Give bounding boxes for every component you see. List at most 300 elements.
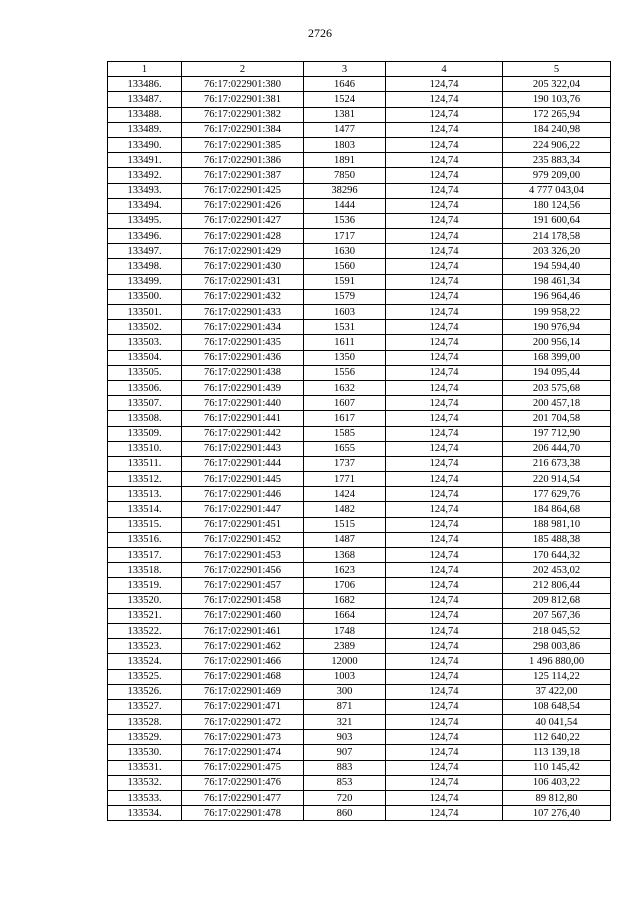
table-row [108, 77, 611, 92]
table-cell: 124,74 [386, 274, 503, 289]
table-cell: 124,74 [386, 92, 503, 107]
table-cell: 76:17:022901:471 [182, 699, 304, 714]
table-cell: 124,74 [386, 229, 503, 244]
table-cell: 1536 [304, 213, 386, 228]
table-cell: 194 594,40 [503, 259, 611, 274]
table-cell: 40 041,54 [503, 715, 611, 730]
table-cell: 133506. [108, 380, 182, 395]
table-cell: 1381 [304, 107, 386, 122]
table-cell: 133489. [108, 122, 182, 137]
table-row [108, 183, 611, 198]
table-row [108, 669, 611, 684]
table-cell: 124,74 [386, 532, 503, 547]
table-cell: 177 629,76 [503, 487, 611, 502]
table-cell: 124,74 [386, 365, 503, 380]
table-cell: 124,74 [386, 806, 503, 821]
table-cell: 321 [304, 715, 386, 730]
table-cell: 1585 [304, 426, 386, 441]
table-cell: 170 644,32 [503, 548, 611, 563]
table-row [108, 775, 611, 790]
table-cell: 124,74 [386, 396, 503, 411]
table-row [108, 456, 611, 471]
table-cell: 1556 [304, 365, 386, 380]
table-cell: 133504. [108, 350, 182, 365]
table-cell: 133524. [108, 654, 182, 669]
table-cell: 76:17:022901:433 [182, 305, 304, 320]
table-cell: 112 640,22 [503, 730, 611, 745]
table-cell: 133497. [108, 244, 182, 259]
table-cell: 124,74 [386, 502, 503, 517]
table-cell: 133503. [108, 335, 182, 350]
table-cell: 76:17:022901:387 [182, 168, 304, 183]
table-row [108, 608, 611, 623]
table-cell: 235 883,34 [503, 153, 611, 168]
table-cell: 124,74 [386, 320, 503, 335]
table-row [108, 654, 611, 669]
table-cell: 76:17:022901:458 [182, 593, 304, 608]
table-cell: 218 045,52 [503, 623, 611, 638]
table-row [108, 305, 611, 320]
table-cell: 76:17:022901:453 [182, 548, 304, 563]
table-cell: 1655 [304, 441, 386, 456]
table-cell: 1803 [304, 137, 386, 152]
table-row [108, 229, 611, 244]
table-cell: 196 964,46 [503, 289, 611, 304]
table-row [108, 639, 611, 654]
table-row [108, 365, 611, 380]
table-cell: 1617 [304, 411, 386, 426]
table-cell: 133511. [108, 456, 182, 471]
table-cell: 124,74 [386, 183, 503, 198]
table-cell: 198 461,34 [503, 274, 611, 289]
table-cell: 76:17:022901:456 [182, 563, 304, 578]
table-row [108, 791, 611, 806]
table-cell: 212 806,44 [503, 578, 611, 593]
table-cell: 133494. [108, 198, 182, 213]
table-cell: 133520. [108, 593, 182, 608]
table-cell: 38296 [304, 183, 386, 198]
table-cell: 76:17:022901:435 [182, 335, 304, 350]
table-cell: 124,74 [386, 578, 503, 593]
table-cell: 903 [304, 730, 386, 745]
table-cell: 133490. [108, 137, 182, 152]
table-cell: 124,74 [386, 730, 503, 745]
table-cell: 124,74 [386, 77, 503, 92]
table-cell: 124,74 [386, 699, 503, 714]
table-row [108, 517, 611, 532]
table-row [108, 350, 611, 365]
table-cell: 76:17:022901:426 [182, 198, 304, 213]
table-cell: 1682 [304, 593, 386, 608]
table-cell: 37 422,00 [503, 684, 611, 699]
table-cell: 124,74 [386, 775, 503, 790]
table-cell: 124,74 [386, 456, 503, 471]
table-cell: 12000 [304, 654, 386, 669]
table-cell: 133532. [108, 775, 182, 790]
table-row [108, 137, 611, 152]
table-cell: 133505. [108, 365, 182, 380]
table-cell: 124,74 [386, 426, 503, 441]
table-cell: 124,74 [386, 380, 503, 395]
table-cell: 133495. [108, 213, 182, 228]
table-cell: 133509. [108, 426, 182, 441]
table-cell: 1487 [304, 532, 386, 547]
table-cell: 124,74 [386, 244, 503, 259]
table-cell: 1891 [304, 153, 386, 168]
table-cell: 133531. [108, 760, 182, 775]
table-row [108, 730, 611, 745]
table-cell: 216 673,38 [503, 456, 611, 471]
table-cell: 124,74 [386, 289, 503, 304]
column-header: 1 [108, 62, 182, 77]
table-cell: 200 457,18 [503, 396, 611, 411]
table-cell: 133522. [108, 623, 182, 638]
table-cell: 133513. [108, 487, 182, 502]
table-cell: 133527. [108, 699, 182, 714]
table-cell: 194 095,44 [503, 365, 611, 380]
table-cell: 2389 [304, 639, 386, 654]
table-cell: 124,74 [386, 745, 503, 760]
table-cell: 1524 [304, 92, 386, 107]
table-cell: 124,74 [386, 639, 503, 654]
table-cell: 298 003,86 [503, 639, 611, 654]
table-cell: 76:17:022901:441 [182, 411, 304, 426]
table-row [108, 335, 611, 350]
table-cell: 76:17:022901:469 [182, 684, 304, 699]
table-cell: 180 124,56 [503, 198, 611, 213]
table-cell: 133517. [108, 548, 182, 563]
table-cell: 185 488,38 [503, 532, 611, 547]
table-cell: 1368 [304, 548, 386, 563]
table-row [108, 289, 611, 304]
table-cell: 124,74 [386, 623, 503, 638]
table-row [108, 760, 611, 775]
data-table [107, 61, 611, 821]
table-cell: 1 496 880,00 [503, 654, 611, 669]
table-cell: 203 326,20 [503, 244, 611, 259]
table-cell: 124,74 [386, 669, 503, 684]
table-cell: 76:17:022901:445 [182, 472, 304, 487]
table-cell: 1771 [304, 472, 386, 487]
table-row [108, 578, 611, 593]
table-cell: 124,74 [386, 441, 503, 456]
table-cell: 190 103,76 [503, 92, 611, 107]
table-row [108, 274, 611, 289]
table-cell: 76:17:022901:384 [182, 122, 304, 137]
table-cell: 4 777 043,04 [503, 183, 611, 198]
table-cell: 107 276,40 [503, 806, 611, 821]
table-cell: 860 [304, 806, 386, 821]
table-cell: 209 812,68 [503, 593, 611, 608]
table-row [108, 320, 611, 335]
table-row [108, 153, 611, 168]
table-cell: 1737 [304, 456, 386, 471]
table-cell: 76:17:022901:436 [182, 350, 304, 365]
table-cell: 205 322,04 [503, 77, 611, 92]
table-cell: 1748 [304, 623, 386, 638]
table-cell: 76:17:022901:386 [182, 153, 304, 168]
table-cell: 76:17:022901:460 [182, 608, 304, 623]
table-cell: 76:17:022901:380 [182, 77, 304, 92]
table-cell: 124,74 [386, 335, 503, 350]
table-cell: 124,74 [386, 411, 503, 426]
table-cell: 883 [304, 760, 386, 775]
table-cell: 76:17:022901:432 [182, 289, 304, 304]
table-cell: 1603 [304, 305, 386, 320]
table-cell: 124,74 [386, 487, 503, 502]
table-cell: 188 981,10 [503, 517, 611, 532]
table-cell: 76:17:022901:452 [182, 532, 304, 547]
table-cell: 214 178,58 [503, 229, 611, 244]
page-number: 2726 [308, 26, 332, 40]
table-cell: 720 [304, 791, 386, 806]
table-cell: 76:17:022901:381 [182, 92, 304, 107]
table-cell: 76:17:022901:478 [182, 806, 304, 821]
table-cell: 124,74 [386, 122, 503, 137]
table-cell: 76:17:022901:468 [182, 669, 304, 684]
table-cell: 76:17:022901:442 [182, 426, 304, 441]
table-cell: 871 [304, 699, 386, 714]
table-row [108, 107, 611, 122]
table-cell: 76:17:022901:438 [182, 365, 304, 380]
table-row [108, 806, 611, 821]
table-cell: 76:17:022901:446 [182, 487, 304, 502]
table-cell: 76:17:022901:440 [182, 396, 304, 411]
table-cell: 124,74 [386, 791, 503, 806]
table-cell: 1444 [304, 198, 386, 213]
table-cell: 110 145,42 [503, 760, 611, 775]
table-cell: 124,74 [386, 107, 503, 122]
table-row [108, 92, 611, 107]
table-row [108, 502, 611, 517]
table-row [108, 441, 611, 456]
table-cell: 133492. [108, 168, 182, 183]
column-header: 4 [386, 62, 503, 77]
table-cell: 133499. [108, 274, 182, 289]
table-row [108, 623, 611, 638]
table-cell: 124,74 [386, 563, 503, 578]
table-cell: 201 704,58 [503, 411, 611, 426]
table-cell: 113 139,18 [503, 745, 611, 760]
table-cell: 76:17:022901:472 [182, 715, 304, 730]
table-cell: 200 956,14 [503, 335, 611, 350]
table-row [108, 745, 611, 760]
table-cell: 1611 [304, 335, 386, 350]
table-cell: 203 575,68 [503, 380, 611, 395]
table-row [108, 122, 611, 137]
table-cell: 1531 [304, 320, 386, 335]
table-cell: 133521. [108, 608, 182, 623]
table-cell: 133501. [108, 305, 182, 320]
table-cell: 1632 [304, 380, 386, 395]
table-cell: 133507. [108, 396, 182, 411]
table-cell: 76:17:022901:475 [182, 760, 304, 775]
table-cell: 76:17:022901:431 [182, 274, 304, 289]
table-cell: 76:17:022901:474 [182, 745, 304, 760]
table-cell: 133519. [108, 578, 182, 593]
table-cell: 133530. [108, 745, 182, 760]
table-cell: 106 403,22 [503, 775, 611, 790]
table-row [108, 380, 611, 395]
table-cell: 133487. [108, 92, 182, 107]
table-row [108, 563, 611, 578]
table-cell: 907 [304, 745, 386, 760]
table-cell: 133533. [108, 791, 182, 806]
table-cell: 1477 [304, 122, 386, 137]
table-row [108, 487, 611, 502]
table-cell: 124,74 [386, 153, 503, 168]
table-cell: 76:17:022901:425 [182, 183, 304, 198]
table-cell: 76:17:022901:447 [182, 502, 304, 517]
column-header: 5 [503, 62, 611, 77]
table-cell: 124,74 [386, 654, 503, 669]
table-cell: 133526. [108, 684, 182, 699]
table-cell: 207 567,36 [503, 608, 611, 623]
table-cell: 124,74 [386, 715, 503, 730]
table-cell: 7850 [304, 168, 386, 183]
table-cell: 133528. [108, 715, 182, 730]
table-cell: 89 812,80 [503, 791, 611, 806]
table-cell: 76:17:022901:382 [182, 107, 304, 122]
table-cell: 1482 [304, 502, 386, 517]
table-cell: 76:17:022901:476 [182, 775, 304, 790]
table-cell: 133515. [108, 517, 182, 532]
table-row [108, 593, 611, 608]
table-cell: 124,74 [386, 684, 503, 699]
table-cell: 1706 [304, 578, 386, 593]
table-cell: 172 265,94 [503, 107, 611, 122]
table-cell: 191 600,64 [503, 213, 611, 228]
table-cell: 76:17:022901:473 [182, 730, 304, 745]
table-cell: 1591 [304, 274, 386, 289]
table-cell: 76:17:022901:443 [182, 441, 304, 456]
table-cell: 124,74 [386, 548, 503, 563]
table-cell: 124,74 [386, 608, 503, 623]
table-cell: 124,74 [386, 472, 503, 487]
table-cell: 168 399,00 [503, 350, 611, 365]
table-cell: 124,74 [386, 137, 503, 152]
table-cell: 199 958,22 [503, 305, 611, 320]
table-cell: 197 712,90 [503, 426, 611, 441]
table-body [108, 77, 611, 821]
table-cell: 1607 [304, 396, 386, 411]
table-cell: 133502. [108, 320, 182, 335]
table-cell: 1646 [304, 77, 386, 92]
table-cell: 1579 [304, 289, 386, 304]
table-cell: 220 914,54 [503, 472, 611, 487]
table-row [108, 684, 611, 699]
table-cell: 224 906,22 [503, 137, 611, 152]
table-cell: 133493. [108, 183, 182, 198]
table-cell: 1424 [304, 487, 386, 502]
table-cell: 76:17:022901:428 [182, 229, 304, 244]
table-cell: 133496. [108, 229, 182, 244]
table-row [108, 213, 611, 228]
table-cell: 202 453,02 [503, 563, 611, 578]
table-row [108, 699, 611, 714]
table-cell: 133514. [108, 502, 182, 517]
table-cell: 133525. [108, 669, 182, 684]
table-row [108, 396, 611, 411]
table-cell: 190 976,94 [503, 320, 611, 335]
table-cell: 76:17:022901:385 [182, 137, 304, 152]
table-row [108, 472, 611, 487]
table-row [108, 244, 611, 259]
table-cell: 76:17:022901:429 [182, 244, 304, 259]
table-header-row [108, 62, 611, 77]
table-cell: 300 [304, 684, 386, 699]
table-cell: 184 240,98 [503, 122, 611, 137]
table-cell: 133512. [108, 472, 182, 487]
table-cell: 133491. [108, 153, 182, 168]
table-cell: 76:17:022901:477 [182, 791, 304, 806]
table-cell: 76:17:022901:439 [182, 380, 304, 395]
table-cell: 133518. [108, 563, 182, 578]
table-cell: 124,74 [386, 305, 503, 320]
table-row [108, 411, 611, 426]
table-cell: 133498. [108, 259, 182, 274]
table-cell: 133523. [108, 639, 182, 654]
table-cell: 76:17:022901:430 [182, 259, 304, 274]
table-cell: 1350 [304, 350, 386, 365]
table-cell: 133510. [108, 441, 182, 456]
table-row [108, 259, 611, 274]
table-cell: 76:17:022901:466 [182, 654, 304, 669]
table-cell: 133488. [108, 107, 182, 122]
column-header: 2 [182, 62, 304, 77]
table-row [108, 715, 611, 730]
table-row [108, 426, 611, 441]
table-cell: 76:17:022901:434 [182, 320, 304, 335]
table-cell: 76:17:022901:461 [182, 623, 304, 638]
table-row [108, 168, 611, 183]
table-cell: 76:17:022901:457 [182, 578, 304, 593]
table-cell: 124,74 [386, 517, 503, 532]
table-cell: 133508. [108, 411, 182, 426]
table-cell: 1560 [304, 259, 386, 274]
table-cell: 1664 [304, 608, 386, 623]
table-cell: 124,74 [386, 760, 503, 775]
table-cell: 853 [304, 775, 386, 790]
table-cell: 108 648,54 [503, 699, 611, 714]
table-cell: 979 209,00 [503, 168, 611, 183]
table-cell: 133534. [108, 806, 182, 821]
table-row [108, 532, 611, 547]
table-cell: 133500. [108, 289, 182, 304]
table-cell: 76:17:022901:451 [182, 517, 304, 532]
table-cell: 206 444,70 [503, 441, 611, 456]
table-cell: 76:17:022901:462 [182, 639, 304, 654]
table-cell: 76:17:022901:427 [182, 213, 304, 228]
table-cell: 1630 [304, 244, 386, 259]
table-row [108, 198, 611, 213]
table-cell: 133486. [108, 77, 182, 92]
table-cell: 1515 [304, 517, 386, 532]
table-cell: 124,74 [386, 198, 503, 213]
table-cell: 1717 [304, 229, 386, 244]
table-cell: 124,74 [386, 213, 503, 228]
table-cell: 133529. [108, 730, 182, 745]
table-cell: 124,74 [386, 350, 503, 365]
table-cell: 76:17:022901:444 [182, 456, 304, 471]
table-row [108, 548, 611, 563]
column-header: 3 [304, 62, 386, 77]
table-cell: 133516. [108, 532, 182, 547]
table-cell: 184 864,68 [503, 502, 611, 517]
table-cell: 124,74 [386, 259, 503, 274]
table-cell: 124,74 [386, 168, 503, 183]
table-cell: 1623 [304, 563, 386, 578]
